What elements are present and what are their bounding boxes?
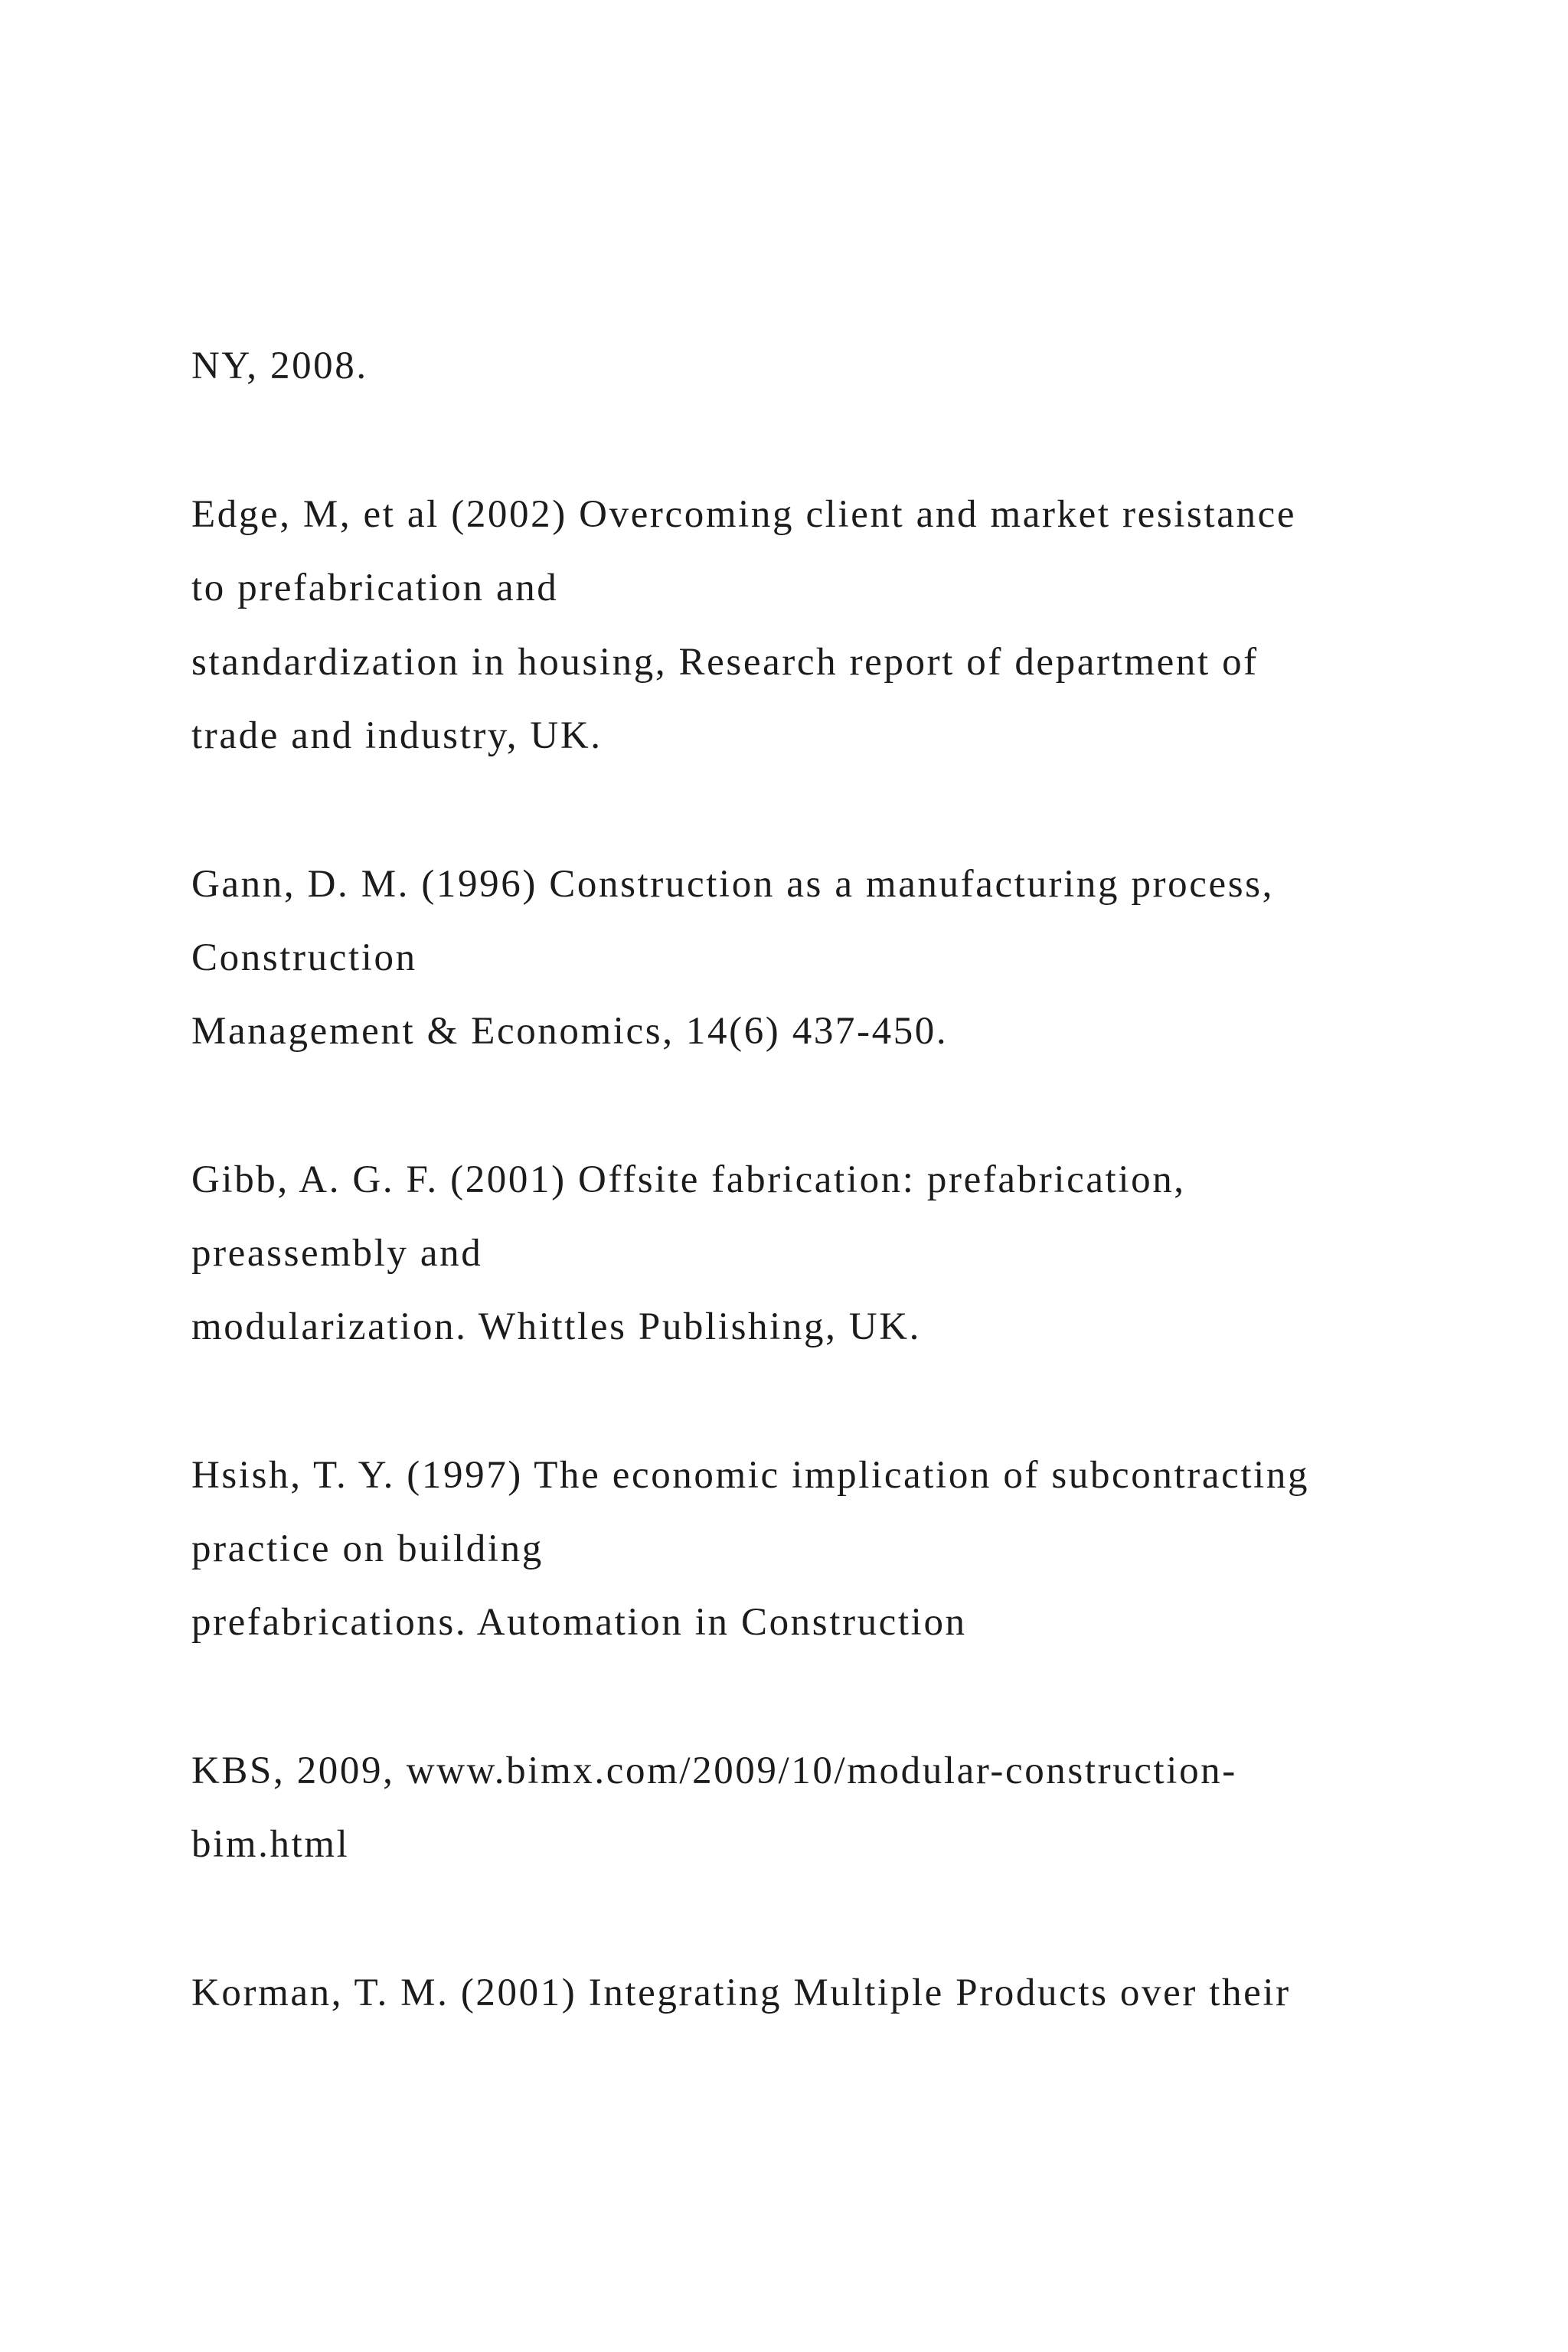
reference-line: KBS, 2009, www.bimx.com/2009/10/modular-construction- <box>191 1749 1237 1792</box>
reference-line: modularization. Whittles Publishing, UK. <box>191 1305 921 1348</box>
reference-list <box>191 0 1416 2352</box>
reference-line: NY, 2008. <box>191 345 368 387</box>
reference-line: Edge, M, et al (2002) Overcoming client and market resistance <box>191 493 1297 536</box>
reference-line: to prefabrication and <box>191 567 559 609</box>
reference-line: Management & Economics, 14(6) 437-450. <box>191 1010 949 1053</box>
reference-line: preassembly and <box>191 1232 483 1275</box>
reference-line: practice on building <box>191 1527 544 1570</box>
reference-line: Gann, D. M. (1996) Construction as a manufacturing process, <box>191 863 1274 906</box>
reference-line: trade and industry, UK. <box>191 714 603 757</box>
reference-line: standardization in housing, Research report of department of <box>191 641 1259 684</box>
reference-line: Korman, T. M. (2001) Integrating Multiple Products over their <box>191 1971 1291 2014</box>
reference-line: Construction <box>191 936 417 979</box>
reference-line: Gibb, A. G. F. (2001) Offsite fabrication: prefabrication, <box>191 1158 1186 1201</box>
reference-line: Hsish, T. Y. (1997) The economic implication of subcontracting <box>191 1454 1310 1497</box>
reference-line: prefabrications. Automation in Construction <box>191 1601 967 1644</box>
reference-line: bim.html <box>191 1823 350 1866</box>
